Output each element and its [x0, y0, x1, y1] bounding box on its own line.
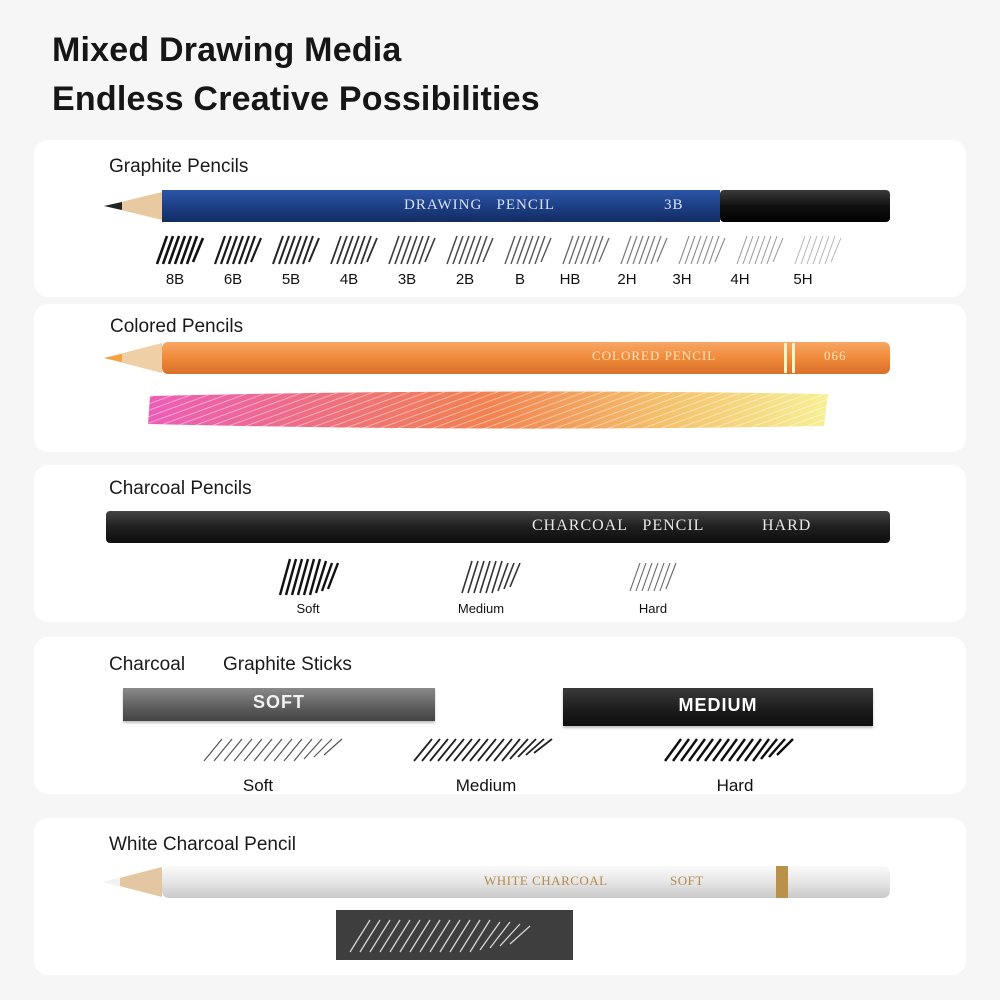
charcoal-label-hard: Hard	[638, 601, 668, 616]
colored-pencils-panel	[34, 304, 966, 452]
graphite-swatch-2h	[621, 236, 667, 264]
graphite-swatch-3b	[389, 236, 435, 264]
stick-label-medium: Medium	[455, 776, 517, 795]
charcoal-label-medium: Medium	[457, 601, 505, 616]
charcoal-swatch-medium	[456, 555, 526, 599]
colored-pencil-code: 066	[824, 348, 847, 363]
grade-label-8b: 8B	[165, 271, 185, 288]
charcoal-pencil-imprint: CHARCOAL PENCIL	[532, 517, 705, 534]
charcoal-pencils-title: Charcoal Pencils	[109, 478, 252, 499]
headline-line-2: Endless Creative Possibilities	[52, 80, 540, 118]
white-charcoal-swatch	[336, 910, 573, 960]
sticks-panel	[34, 637, 966, 794]
graphite-pencil-grade: 3B	[664, 197, 684, 213]
stick-label-hard: Hard	[716, 776, 754, 795]
stick-label-soft: Soft	[242, 776, 274, 795]
grade-label-6b: 6B	[223, 271, 243, 288]
colored-pencil	[104, 340, 904, 380]
stick-swatch-soft	[200, 733, 350, 767]
colored-pencil-imprint: COLORED PENCIL	[592, 348, 717, 363]
graphite-swatch-hb	[563, 236, 609, 264]
graphite-swatch-5b	[273, 236, 319, 264]
graphite-swatch-4h	[737, 236, 783, 264]
charcoal-pencils-panel	[34, 465, 966, 622]
charcoal-swatch-hard	[624, 555, 694, 599]
headline-line-1: Mixed Drawing Media	[52, 31, 402, 69]
grade-label-3b: 3B	[397, 271, 417, 288]
sticks-title-graphite: Graphite Sticks	[223, 654, 352, 675]
grade-label-2b: 2B	[455, 271, 475, 288]
colored-pencil-swatch	[144, 386, 834, 434]
graphite-pencil-imprint: DRAWING PENCIL	[404, 197, 556, 213]
white-charcoal-title: White Charcoal Pencil	[109, 834, 296, 855]
graphite-swatch-3h	[679, 236, 725, 264]
grade-label-4b: 4B	[339, 271, 359, 288]
graphite-swatch-4b	[331, 236, 377, 264]
medium-stick-label: MEDIUM	[678, 695, 758, 715]
charcoal-pencil-grade: HARD	[762, 517, 812, 534]
grade-label-5b: 5B	[281, 271, 301, 288]
graphite-pencils-title: Graphite Pencils	[109, 156, 249, 177]
graphite-swatch-6b	[215, 236, 261, 264]
stick-swatch-medium	[410, 733, 570, 767]
colored-pencils-title: Colored Pencils	[110, 316, 244, 337]
graphite-pencils-panel	[34, 140, 966, 297]
soft-stick-label: SOFT	[253, 692, 305, 712]
grade-label-b: B	[514, 271, 525, 288]
grade-label-5h: 5H	[793, 271, 813, 288]
white-charcoal-imprint: WHITE CHARCOAL	[484, 873, 608, 888]
graphite-swatch-5h	[795, 236, 841, 264]
graphite-swatch-row	[149, 232, 849, 272]
white-charcoal-grade: SOFT	[670, 873, 704, 888]
grade-label-3h: 3H	[672, 271, 692, 288]
graphite-swatch-2b	[447, 236, 493, 264]
sticks-title-charcoal: Charcoal	[109, 654, 186, 675]
charcoal-swatch-soft	[274, 555, 344, 599]
graphite-swatch-8b	[157, 236, 203, 264]
grade-label-4h: 4H	[730, 271, 750, 288]
white-charcoal-panel	[34, 818, 966, 975]
graphite-swatch-b	[505, 236, 551, 264]
charcoal-label-soft: Soft	[296, 601, 320, 616]
stick-swatch-hard	[661, 733, 811, 767]
grade-label-2h: 2H	[617, 271, 637, 288]
grade-label-hb: HB	[559, 271, 581, 288]
headline	[52, 26, 540, 124]
